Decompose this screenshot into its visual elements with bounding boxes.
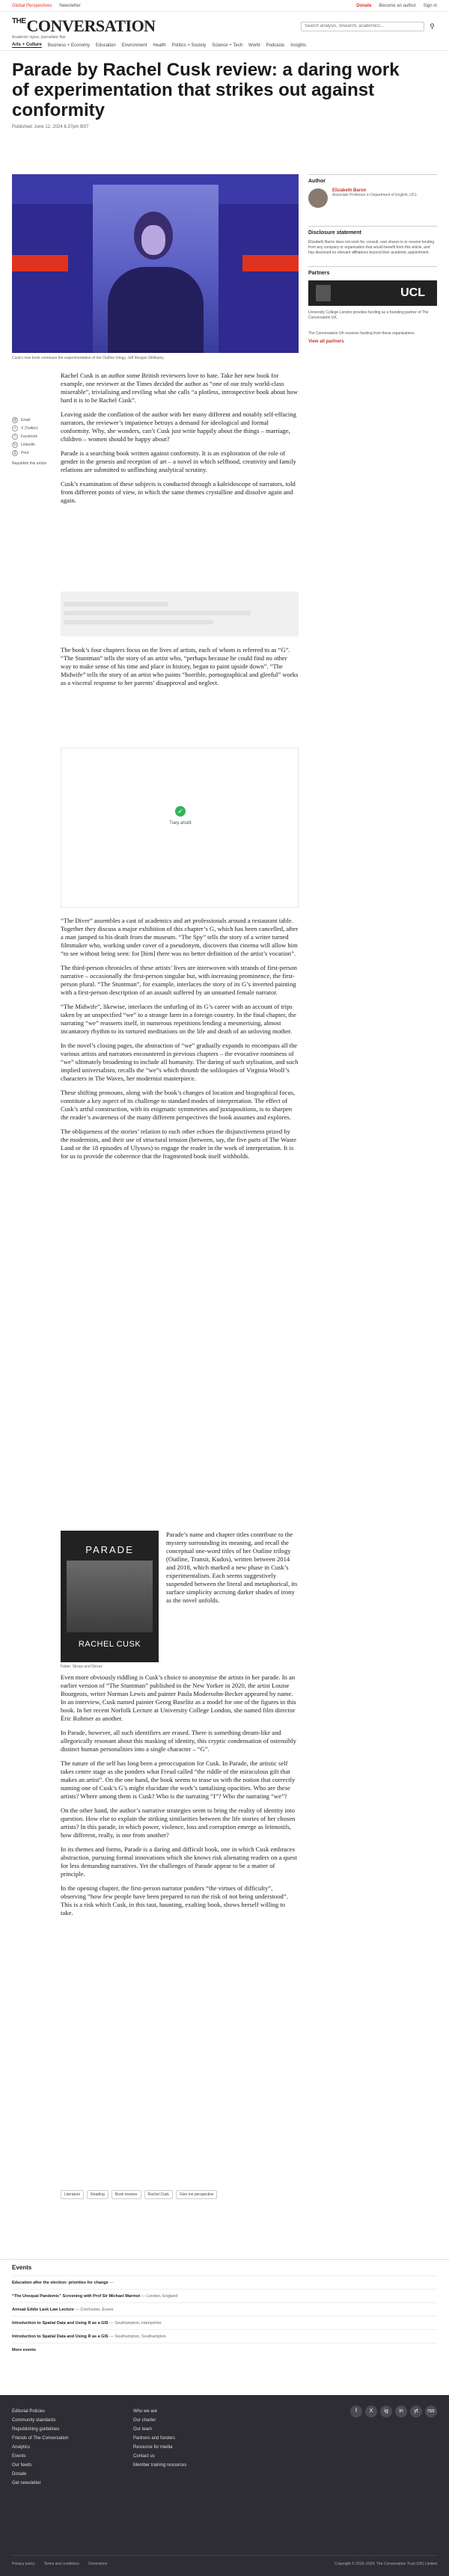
become-author-link[interactable]: Become an author [379,3,416,8]
footer-link[interactable]: Member training resources [133,2463,187,2468]
paragraph-5: The book’s four chapters focus on the lives of artists, each of whom is referred to as “G”. “The Stuntman” tells the story of an artist who, “perhaps because he could find no other way to make sense of his time and place in history, began to paint upside down”. “The Midwife” tells the story of an artist who paints “horrible, pornographical and gleeful” works as a visceral response to her parents’ disapproval and neglect. [61,646,299,686]
site-footer [0,2395,449,2576]
footer-link[interactable]: Friends of The Conversation [12,2436,69,2441]
share-republish[interactable]: Republish this article [12,461,47,466]
footer-link[interactable]: Community standards [12,2418,56,2423]
event-item[interactable]: “The Unequal Pandemic” Screening with Prof Sir Michael Marmot — London, England [12,2290,437,2303]
paragraph-3: Parade is a searching book written against conformity. It is an exploration of the role of gender in the genesis and reception of art – a novel in which selfhood, creativity and family relations are submitted to unflinching analytical scrutiny. [61,449,296,473]
article-body-part-4 [166,1531,299,1611]
sign-in-link[interactable]: Sign in [423,3,437,8]
article-sidebar [308,174,437,344]
ad-line [64,620,213,624]
linkedin-icon[interactable]: in [395,2406,407,2417]
events-title: Events [12,2260,437,2276]
site-logo[interactable]: $^{THE}$CONVERSATION [12,16,156,35]
ucl-crest-icon [316,285,331,301]
footer-column-about [133,2407,186,2470]
author-name[interactable]: Elizabeth Baron [332,188,367,193]
paragraph-9: In the novel’s closing pages, the abstraction of “we” gradually expands to encompass all the various artists and narrators encountered in previous chapters – the evocative roominess of “we” ultimately broadening to include all humanity. The daring of such stylisation, and such implied universalism, recalls the “we”s which thrumb the soliloquies of Virginia Woolf’s characters in The Waves, her modernist masterpiece. [61,1042,299,1082]
nav-world[interactable]: World [248,43,260,48]
ad-label: Tuey ahuitt [169,821,192,826]
privacy-policy-link[interactable]: Privacy policy [12,2562,35,2566]
tag-literature[interactable]: Literature [61,2190,84,2199]
search-button[interactable] [427,22,437,31]
nav-insights[interactable]: Insights [290,43,306,48]
footer-link[interactable]: Donate [12,2472,27,2477]
hero-portrait-face [141,225,165,255]
paragraph-2: Leaving aside the conflation of the author with her many different and notably self-effacing narrators, the reviewer’s impatience betrays a demand for ideological and formal conformity. Why, she wonders, can’t Cusk just write happily about the things – marriage, children – women should be happy about? [61,411,296,443]
search-input[interactable] [301,22,424,31]
published-date: Published: June 12, 2024 6.37pm BST [12,125,89,129]
book-cover-image [61,1531,159,1662]
partners-heading: Partners [308,266,437,276]
footer-link[interactable]: Our feeds [12,2463,32,2468]
share-email[interactable]: @ Email [13,417,31,422]
donate-link[interactable]: Donate [356,3,372,8]
paragraph-12b: Even more obviously riddling is Cusk’s choice to anonymise the artists in her parade. In an earlier version of “The Stuntman” published in the New Yorker in 2020, the artist Louise Bourgeois, writer Norman Lewis and painter Paula Modersohn-Becker appeared by name. In an interview, Cusk named painter Georg Baselitz as a model for one of the figures in this book. In her recent Norfolk Lecture at University College London, she named film director Éric Rohmer as another. [61,1673,296,1722]
footer-link[interactable]: Contact us [133,2454,155,2459]
nav-arts-culture[interactable]: Arts + Culture [12,43,42,47]
hero-red-bar-left [12,255,68,271]
hero-portrait-body [108,267,204,353]
nav-education[interactable]: Education [96,43,116,48]
article-body-part-3 [61,917,299,1166]
more-events-link[interactable]: More events [12,2348,37,2352]
email-icon: @ [13,417,17,422]
disclosure-heading: Disclosure statement [308,226,437,236]
article-body-part-2 [61,646,299,693]
footer-link[interactable]: Republishing guidelines [12,2427,60,2432]
disclosure-text: Elizabeth Baron does not work for, consult, own shares in or receive funding from any company or organisation that would benefit from this article, and has disclosed no relevant affiliations beyond their academic appointment. [308,240,435,255]
copyright-text: Copyright © 2010–2024, The Conversation Trust (UK) Limited [335,2562,437,2566]
view-all-partners-link[interactable]: View all partners [308,339,344,344]
search-icon: ⚲ [430,22,435,30]
footer-link[interactable]: Get newsletter [12,2481,41,2486]
paragraph-16: In its themes and forms, Parade is a daring and difficult book, one in which Cusk embraces abstraction, pursuing formal innovations which she knows risk alienating readers on a quest for less demanding narratives. Yet the challenges of Parade appear to be a matter of principle. [61,1845,297,1878]
nav-business-economy[interactable]: Business + Economy [47,43,91,48]
footer-link[interactable]: Editorial Policies [12,2409,46,2414]
rss-icon[interactable]: rss [425,2406,437,2417]
author-card[interactable] [308,188,437,208]
advertisement-box[interactable] [61,748,299,908]
x-icon[interactable]: X [365,2406,377,2417]
newsletter-link[interactable]: Newsletter [59,3,81,8]
paragraph-14: The nature of the self has long been a preoccupation for Cusk. In Parade, the artistic self takes centre stage as she ponders what Freud called “the riddle of the miraculous gift that makes an artist”. On the one hand, the book seems to tease us with the notion that correctly naming one of Cusk’s G’s might elucidate the work’s tantalising opacities. Who are these artists? Where among them is Cusk? Who is the narrating “I”? Who the narrating “we”? [61,1759,296,1800]
top-bar [0,0,449,12]
paragraph-6: “The Diver” assembles a cast of academics and art professionals around a restaurant table. Together they discuss a major exhibition of this chapter’s G, which has been cancelled, after a man jumped to his death from the museum. “The Spy” tells the story of a writer turned filmmaker who, working under cover of a pseudonym, discovers that cinema will allow him “to see without being seen: for [him] there was no better definition of the artist’s vocation”. [61,917,299,957]
share-print[interactable]: ⎙ Print [13,450,29,455]
nav-politics-society[interactable]: Politics + Society [171,43,207,48]
author-heading: Author [308,174,437,184]
paragraph-12a: Parade’s name and chapter titles contribute to the mystery surrounding its meaning, and recall the conceptual one-word titles of her Outline trilogy (Outline, Transit, Kudos), written between 2014 and 2018, which marked a new phase in Cusk’s experimentalism. Each seems suggestively suspended between the literal and metaphorical, its surface simplicity accruing darker shades of irony as the novel unfolds. [166,1531,298,1604]
hero-caption: Cusk's new book continues the experimentation of her Outline trilogy. Jeff Morgan 09/Alamy [12,356,164,360]
article-body-part-1 [61,372,299,511]
linkedin-icon: in [12,442,18,448]
advertisement-placeholder [61,591,299,636]
share-x[interactable]: x X (Twitter) [12,424,57,432]
instagram-icon[interactable]: ig [380,2406,392,2417]
tagline: Academic rigour, journalistic flair [12,35,66,40]
youtube-icon[interactable]: yt [410,2406,422,2417]
nav-science-tech[interactable]: Science + Tech [212,43,243,48]
facebook-icon[interactable]: f [350,2406,362,2417]
edition-selector[interactable]: Global Perspectives [12,3,52,8]
tag-book-reviews[interactable]: Book reviews [112,2190,141,2199]
x-icon: x [12,425,18,431]
nav-environment[interactable]: Environment [121,43,147,48]
book-cover-title: PARADE [85,1544,134,1555]
ad-loading-icon: ✓ [175,806,186,817]
author-avatar[interactable] [308,188,328,208]
hero-image [12,174,299,353]
event-item[interactable]: Annual Eddie Lask Law Lecture — Colchester, Essex [12,2303,437,2317]
partner-text: University College London provides funding as a founding partner of The Conversation UK. [308,310,429,320]
ad-line [64,602,168,606]
events-section [0,2259,449,2352]
footer-link[interactable]: Analytics [12,2445,31,2450]
share-linkedin[interactable]: in LinkedIn [12,440,57,449]
share-bar [12,416,57,467]
tag-rachel-cusk[interactable]: Rachel Cusk [144,2190,173,2199]
event-item[interactable]: Introduction to Spatial Data and Using R as a GIS — Southampton, Hampshire [12,2317,437,2330]
share-facebook[interactable]: f Facebook [12,432,57,440]
corrections-link[interactable]: Corrections [88,2562,108,2566]
footer-link[interactable]: Our team [133,2427,153,2432]
book-cover-photo [67,1561,153,1632]
book-cover-author: RACHEL CUSK [78,1640,141,1649]
footer-link[interactable]: Partners and funders [133,2436,176,2441]
paragraph-15: On the other hand, the author’s narrative strategies seem to bring the reality of identity into question. How else to explain the striking similarities between the life stories of her chosen artists? In this parade, in which power, violence, loss and corruption emerge as leitmotifs, how different, really, is one from another? [61,1807,296,1839]
footer-link[interactable]: Who we are [133,2409,158,2414]
article-tags [61,2190,217,2199]
tag-give-me-perspective[interactable]: Give me perspective [176,2190,218,2199]
tag-reading[interactable]: Reading [87,2190,109,2199]
paragraph-13: In Parade, however, all such identifiers are erased. There is something dream-like and allegorically resonant about this masking of identity, this cryptic condensation of ostensibly distinct human personalities into a single character – “G”. [61,1729,296,1753]
terms-link[interactable]: Terms and conditions [43,2562,79,2566]
footer-link[interactable]: Our charter [133,2418,156,2423]
social-links [350,2406,437,2417]
paragraph-17: In the opening chapter, the first-person narrator ponders “the virtues of difficulty”, observing “how few people have been prepared to run the risk of not being understood”. This is a risk which Cusk, in this taut, haunting, exalting book, shows herself willing to take. [61,1884,288,1916]
masthead [0,12,449,40]
footer-bottom-bar [12,2555,437,2566]
paragraph-7: The third-person chronicles of these artists’ lives are interwoven with strands of first-person narrative – occasionally the first-person singular but, with increasing prominence, the first-person plural. “The Stuntman”, for example, interlaces the story of its G’s inverted painting with a first-person description of an assault suffered by an unnamed female narrator. [61,964,297,996]
hero-red-bar-right [242,255,299,271]
footer-link[interactable]: Resource for media [133,2445,173,2450]
facebook-icon: f [12,434,18,440]
hero-portrait [93,185,219,353]
article-title: Parade by Rachel Cusk review: a daring work of experimentation that strikes out against conformity [12,60,400,120]
partner-funding-text: The Conversation UK receives funding from these organisations [308,331,415,336]
paragraph-1: Rachel Cusk is an author some British reviewers love to hate. Take her new book for example, one reviewer at the Times decided the author as “one of our truly world-class miserable”, trivialising and reviling what she calls “a plotless, introspective book about how hard it is to be Rachel Cusk”. [61,372,298,404]
search-form [301,22,437,31]
main-nav [0,40,449,51]
book-cover-caption: Faber. Straus and Giroux [61,1664,103,1669]
author-role: Associate Professor in Department of English, UCL [332,193,418,197]
paragraph-10: These shifting pronouns, along with the book’s changes of location and biographical focus, constitute a key aspect of its challenge to standard modes of interpretation. The effect of Cusk’s artful construction, with its enigmatic symmetries and juxtapositions, is to sharpen the reader’s awareness of the many different perspectives the book assumes and explores. [61,1089,296,1121]
footer-link[interactable]: Events [12,2454,26,2459]
paragraph-11: The obliqueness of the stories’ relation to each other echoes the disjunctiveness prized by the modernists, and their use of structural tension (between, say, the five parts of The Waste Land or the 18 episodes of Ulysses) to engage the reader in the work of interpretation. It is for us to provide the coherence that the fragmented book itself withholds. [61,1128,296,1160]
event-item[interactable]: Introduction to Spatial Data and Using R as a GIS — Southampton, Southampton [12,2330,437,2343]
paragraph-4: Cusk’s examination of these subjects is conducted through a kaleidoscope of narrators, told from different points of view, in which the same themes crystalline and dissolve again and again. [61,480,296,504]
partner-logo-ucl[interactable]: UCL [308,280,437,306]
ad-line [64,611,251,615]
nav-health[interactable]: Health [153,43,166,48]
print-icon: ⎙ [13,450,16,455]
footer-column-policies [12,2407,69,2488]
nav-podcasts[interactable]: Podcasts [266,43,285,48]
article-body-part-5 [61,1673,299,1923]
paragraph-8: “The Midwife”, likewise, interlaces the unfurling of its G’s career with an account of trips taken by an unspecified “we” to a strange farm in a foreign country. In the final chapter, the narrating “we” reasserts itself, in numerous repetitions lending a mesmerising, almost incantatory rhythm to its tortured meditations on the life and death of an unloving mother. [61,1003,296,1035]
event-item[interactable]: Education after the election: priorities for change — [12,2276,437,2290]
